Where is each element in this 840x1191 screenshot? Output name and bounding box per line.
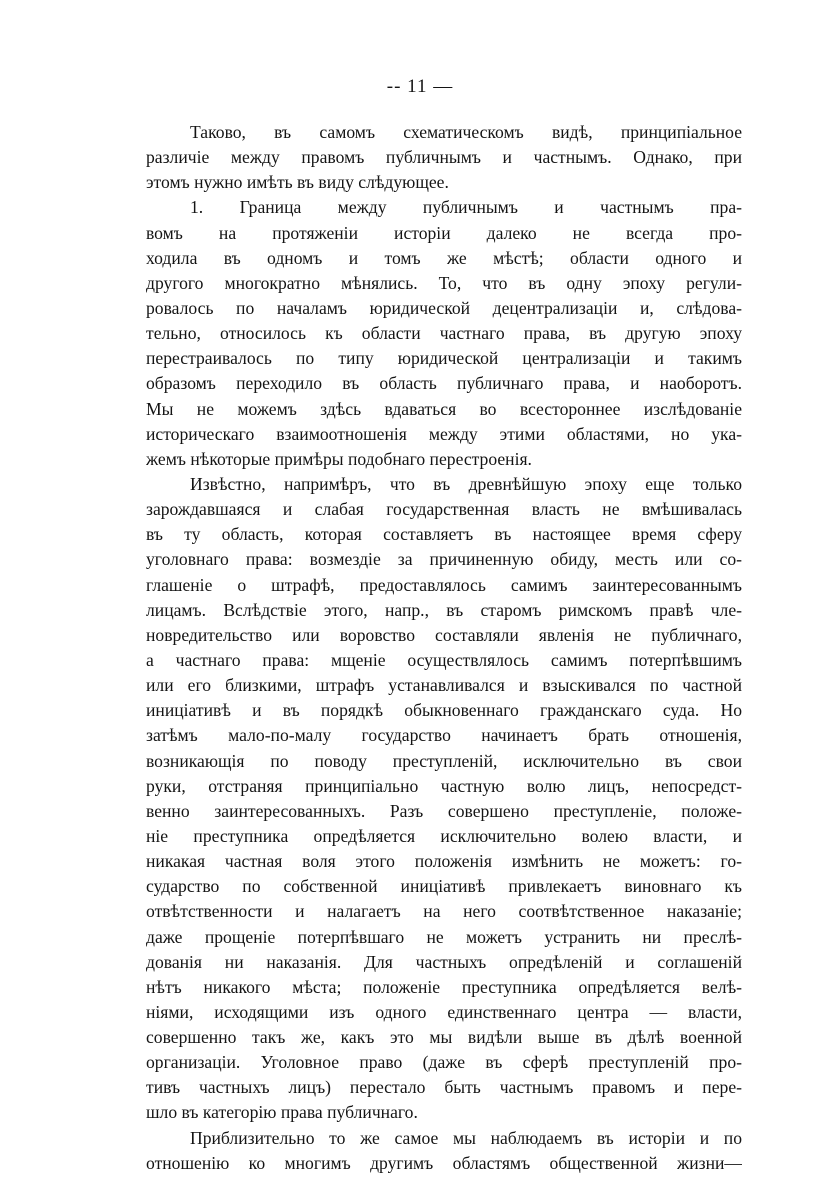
- text-line: историческаго взаимоотношенія между этими областями, но ука-: [146, 423, 742, 444]
- text-line: 1. Граница между публичнымъ и частнымъ пра-: [190, 197, 742, 218]
- text-line: образомъ переходило въ область публичнаго права, и наоборотъ.: [146, 373, 742, 394]
- text-line: глашеніе о штрафѣ, предоставлялось самимъ заинтересованнымъ: [146, 574, 742, 595]
- text-line: различіе между правомъ публичнымъ и частнымъ. Однако, при: [146, 147, 742, 168]
- text-line: сударство по собственной иниціативѣ привлекаетъ виновнаго къ: [146, 876, 742, 897]
- text-line: перестраивалось по типу юридической централизаціи и такимъ: [146, 348, 742, 369]
- text-line: зарождавшаяся и слабая государственная власть не вмѣшивалась: [146, 499, 742, 520]
- text-line: этомъ нужно имѣть въ виду слѣдующее.: [146, 172, 449, 193]
- text-line: Таково, въ самомъ схематическомъ видѣ, принципіальное: [190, 122, 742, 142]
- text-line: никакая частная воля этого положенія измѣнить не можетъ: го-: [146, 851, 742, 872]
- text-line: дованія ни наказанія. Для частныхъ опредѣленій и соглашеній: [146, 951, 742, 972]
- text-line: руки, отстраняя принципіально частную волю лицъ, непосредст-: [146, 775, 742, 796]
- text-line: ніе преступника опредѣляется исключительно волею власти, и: [146, 825, 742, 846]
- page-number: -- 11 —: [386, 76, 454, 97]
- text-line: тельно, относилось къ области частнаго права, въ другую эпоху: [146, 323, 742, 344]
- text-line: отношенію ко многимъ другимъ областямъ общественной жизни—: [146, 1152, 742, 1173]
- text-line: совершенно такъ же, какъ это мы видѣли выше въ дѣлѣ военной: [146, 1027, 742, 1048]
- text-line: въ ту область, которая составляетъ въ настоящее время сферу: [146, 524, 742, 545]
- text-line: возникающія по поводу преступленій, исключительно въ свои: [146, 750, 742, 771]
- text-line: лицамъ. Вслѣдствіе этого, напр., въ старомъ римскомъ правѣ чле-: [146, 599, 742, 620]
- text-line: шло въ категорію права публичнаго.: [146, 1102, 418, 1123]
- text-line: вомъ на протяженіи исторіи далеко не всегда про-: [146, 222, 742, 243]
- text-line: отвѣтственности и налагаетъ на него соотвѣтственное наказаніе;: [146, 901, 742, 922]
- text-line: ніями, исходящими изъ одного единственнаго центра — власти,: [146, 1001, 742, 1022]
- text-line: жемъ нѣкоторые примѣры подобнаго перестроенія.: [146, 448, 532, 469]
- text-line: уголовнаго права: возмездіе за причиненную обиду, месть или со-: [146, 549, 742, 570]
- text-line: новредительство или воровство составляли явленія не публичнаго,: [146, 624, 742, 645]
- text-line: иниціативѣ и въ порядкѣ обыкновеннаго гражданскаго суда. Но: [146, 700, 742, 721]
- text-line: или его близкими, штрафъ устанавливался и взыскивался по частной: [146, 675, 742, 696]
- text-line: венно заинтересованныхъ. Разъ совершено преступленіе, положе-: [146, 800, 742, 821]
- text-line: затѣмъ мало-по-малу государство начинаетъ брать отношенія,: [146, 725, 742, 746]
- text-line: другого многократно мѣнялись. То, что въ одну эпоху регули-: [146, 272, 742, 293]
- text-line: а частнаго права: мщеніе осуществлялось самимъ потерпѣвшимъ: [146, 649, 742, 670]
- text-line: Приблизительно то же самое мы наблюдаемъ въ исторіи и по: [190, 1127, 742, 1148]
- text-line: нѣтъ никакого мѣста; положеніе преступника опредѣляется велѣ-: [146, 976, 742, 997]
- text-line: ходила въ одномъ и томъ же мѣстѣ; области одного и: [146, 247, 742, 268]
- text-line: ровалось по началамъ юридической децентрализаціи и, слѣдова-: [146, 297, 742, 318]
- text-line: организаціи. Уголовное право (даже въ сферѣ преступленій про-: [146, 1052, 742, 1073]
- text-line: даже прощеніе потерпѣвшаго не можетъ устранить ни преслѣ-: [146, 926, 742, 947]
- body-text: [146, 120, 742, 1176]
- text-line: тивъ частныхъ лицъ) перестало быть частнымъ правомъ и пере-: [146, 1077, 742, 1098]
- text-line: Извѣстно, напримѣръ, что въ древнѣйшую эпоху еще только: [190, 473, 742, 494]
- text-line: Мы не можемъ здѣсь вдаваться во всестороннее изслѣдованіе: [146, 398, 742, 419]
